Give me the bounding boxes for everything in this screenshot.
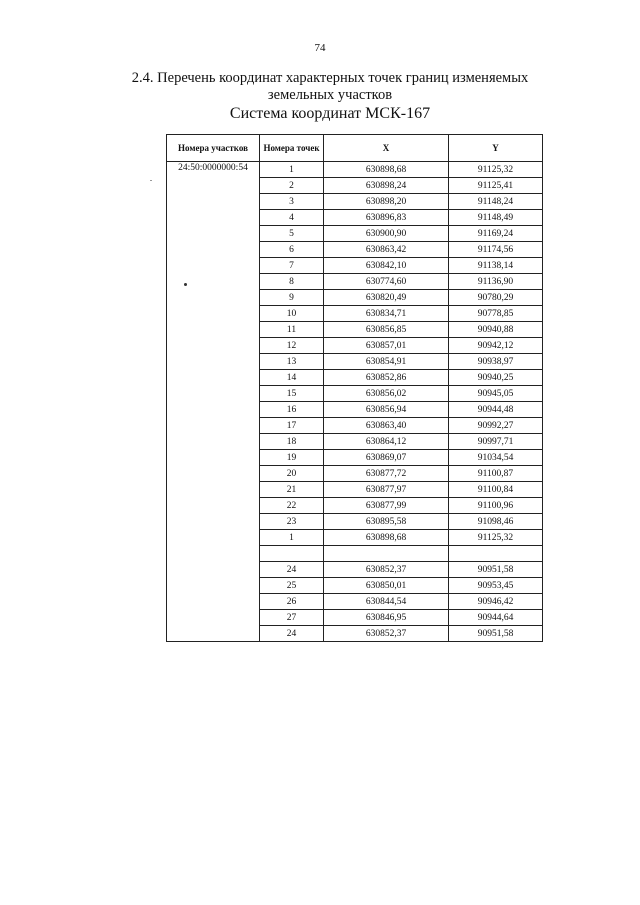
- point-number-cell: 26: [260, 594, 324, 610]
- x-coordinate-cell: 630842,10: [324, 258, 449, 274]
- x-coordinate-cell: 630898,24: [324, 178, 449, 194]
- x-coordinate-cell: 630877,72: [324, 466, 449, 482]
- header-y: Y: [449, 135, 543, 162]
- y-coordinate-cell: 91100,87: [449, 466, 543, 482]
- point-number-cell: 9: [260, 290, 324, 306]
- x-coordinate-cell: 630834,71: [324, 306, 449, 322]
- point-number-cell: 20: [260, 466, 324, 482]
- y-coordinate-cell: 90945,05: [449, 386, 543, 402]
- x-coordinate-cell: 630856,85: [324, 322, 449, 338]
- x-coordinate-cell: [324, 546, 449, 562]
- y-coordinate-cell: 91125,32: [449, 530, 543, 546]
- heading-line-1: 2.4. Перечень координат характерных точек границ изменяемых: [131, 70, 529, 86]
- x-coordinate-cell: 630869,07: [324, 450, 449, 466]
- x-coordinate-cell: 630877,97: [324, 482, 449, 498]
- y-coordinate-cell: 90942,12: [449, 338, 543, 354]
- point-number-cell: 1: [260, 162, 324, 178]
- point-number-cell: 22: [260, 498, 324, 514]
- document-heading: [120, 70, 540, 123]
- y-coordinate-cell: 90997,71: [449, 434, 543, 450]
- x-coordinate-cell: 630850,01: [324, 578, 449, 594]
- x-coordinate-cell: 630844,54: [324, 594, 449, 610]
- page-number: 74: [314, 42, 326, 54]
- y-coordinate-cell: 91174,56: [449, 242, 543, 258]
- point-number-cell: 27: [260, 610, 324, 626]
- point-number-cell: 8: [260, 274, 324, 290]
- x-coordinate-cell: 630864,12: [324, 434, 449, 450]
- point-number-cell: 24: [260, 562, 324, 578]
- table-row: [167, 162, 543, 178]
- point-number-cell: 10: [260, 306, 324, 322]
- point-number-cell: 12: [260, 338, 324, 354]
- header-point-numbers: Номера точек: [260, 135, 324, 162]
- point-number-cell: 5: [260, 226, 324, 242]
- x-coordinate-cell: 630852,37: [324, 626, 449, 642]
- x-coordinate-cell: 630857,01: [324, 338, 449, 354]
- point-number-cell: 14: [260, 370, 324, 386]
- y-coordinate-cell: 90944,48: [449, 402, 543, 418]
- point-number-cell: 23: [260, 514, 324, 530]
- y-coordinate-cell: 90946,42: [449, 594, 543, 610]
- y-coordinate-cell: 91125,32: [449, 162, 543, 178]
- header-parcel-numbers: Номера участков: [167, 135, 260, 162]
- x-coordinate-cell: 630895,58: [324, 514, 449, 530]
- x-coordinate-cell: 630863,40: [324, 418, 449, 434]
- x-coordinate-cell: 630774,60: [324, 274, 449, 290]
- y-coordinate-cell: 91100,84: [449, 482, 543, 498]
- heading-line-2: земельных участков: [267, 87, 393, 103]
- point-number-cell: 21: [260, 482, 324, 498]
- point-number-cell: 11: [260, 322, 324, 338]
- heading-coordinate-system: Система координат МСК-167: [229, 105, 431, 122]
- point-number-cell: 6: [260, 242, 324, 258]
- table-header-row: [167, 135, 543, 162]
- y-coordinate-cell: [449, 546, 543, 562]
- y-coordinate-cell: 91034,54: [449, 450, 543, 466]
- y-coordinate-cell: 90951,58: [449, 562, 543, 578]
- y-coordinate-cell: 91138,14: [449, 258, 543, 274]
- y-coordinate-cell: 91136,90: [449, 274, 543, 290]
- coordinates-table: [166, 134, 543, 642]
- header-x: X: [324, 135, 449, 162]
- point-number-cell: 18: [260, 434, 324, 450]
- point-number-cell: 25: [260, 578, 324, 594]
- x-coordinate-cell: 630856,94: [324, 402, 449, 418]
- y-coordinate-cell: 90953,45: [449, 578, 543, 594]
- x-coordinate-cell: 630820,49: [324, 290, 449, 306]
- point-number-cell: 2: [260, 178, 324, 194]
- y-coordinate-cell: 91100,96: [449, 498, 543, 514]
- point-number-cell: 3: [260, 194, 324, 210]
- y-coordinate-cell: 90780,29: [449, 290, 543, 306]
- y-coordinate-cell: 91148,49: [449, 210, 543, 226]
- y-coordinate-cell: 90940,25: [449, 370, 543, 386]
- point-number-cell: 15: [260, 386, 324, 402]
- point-number-cell: 16: [260, 402, 324, 418]
- x-coordinate-cell: 630898,20: [324, 194, 449, 210]
- y-coordinate-cell: 90938,97: [449, 354, 543, 370]
- x-coordinate-cell: 630846,95: [324, 610, 449, 626]
- y-coordinate-cell: 90992,27: [449, 418, 543, 434]
- x-coordinate-cell: 630856,02: [324, 386, 449, 402]
- y-coordinate-cell: 91098,46: [449, 514, 543, 530]
- x-coordinate-cell: 630852,37: [324, 562, 449, 578]
- margin-mark: [150, 180, 152, 181]
- point-number-cell: 4: [260, 210, 324, 226]
- point-number-cell: [260, 546, 324, 562]
- point-number-cell: 24: [260, 626, 324, 642]
- point-number-cell: 13: [260, 354, 324, 370]
- x-coordinate-cell: 630896,83: [324, 210, 449, 226]
- y-coordinate-cell: 90940,88: [449, 322, 543, 338]
- point-number-cell: 7: [260, 258, 324, 274]
- y-coordinate-cell: 90951,58: [449, 626, 543, 642]
- x-coordinate-cell: 630898,68: [324, 530, 449, 546]
- x-coordinate-cell: 630854,91: [324, 354, 449, 370]
- point-number-cell: 1: [260, 530, 324, 546]
- x-coordinate-cell: 630900,90: [324, 226, 449, 242]
- x-coordinate-cell: 630898,68: [324, 162, 449, 178]
- parcel-number-cell: 24:50:0000000:54: [167, 162, 260, 642]
- y-coordinate-cell: 91125,41: [449, 178, 543, 194]
- y-coordinate-cell: 91148,24: [449, 194, 543, 210]
- y-coordinate-cell: 90778,85: [449, 306, 543, 322]
- x-coordinate-cell: 630877,99: [324, 498, 449, 514]
- y-coordinate-cell: 90944,64: [449, 610, 543, 626]
- table-body: [167, 162, 543, 642]
- point-number-cell: 17: [260, 418, 324, 434]
- y-coordinate-cell: 91169,24: [449, 226, 543, 242]
- x-coordinate-cell: 630852,86: [324, 370, 449, 386]
- point-number-cell: 19: [260, 450, 324, 466]
- x-coordinate-cell: 630863,42: [324, 242, 449, 258]
